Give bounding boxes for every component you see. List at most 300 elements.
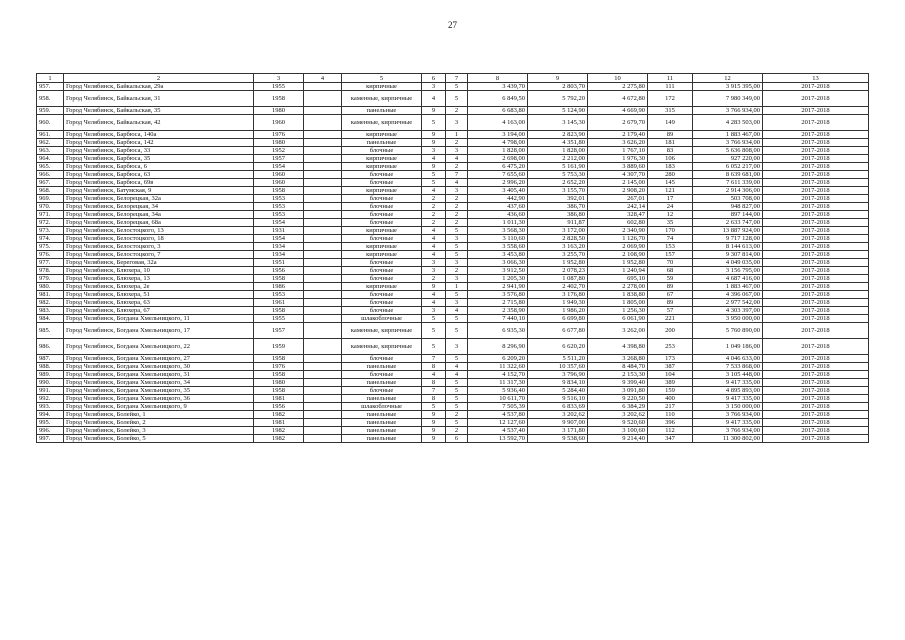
cell-floors: 8 [422, 363, 446, 371]
table-row [37, 283, 869, 291]
cell-wall-material: блочные [342, 291, 422, 299]
cell-total-area: 4 537,80 [468, 411, 528, 419]
cell-row-number: 974. [37, 235, 64, 243]
table-row [37, 267, 869, 275]
cell-residential-area: 2 652,20 [528, 179, 588, 187]
cell-entrances: 4 [446, 307, 468, 315]
cell-residents: 159 [648, 387, 693, 395]
cell-residential-area: 9 907,00 [528, 419, 588, 427]
cell-repair-period: 2017-2018 [763, 179, 869, 187]
cell-repair-cost: 8 144 613,00 [693, 243, 763, 251]
cell-total-area: 3 558,60 [468, 243, 528, 251]
header-col-4: 4 [304, 74, 342, 83]
cell-row-number: 976. [37, 251, 64, 259]
cell-repair-cost: 4 396 067,00 [693, 291, 763, 299]
cell-col-4 [304, 179, 342, 187]
cell-total-area: 5 936,40 [468, 387, 528, 395]
cell-private-area: 267,01 [588, 195, 648, 203]
cell-entrances: 1 [446, 283, 468, 291]
cell-entrances: 2 [446, 427, 468, 435]
header-col-3: 3 [254, 74, 304, 83]
table-row [37, 227, 869, 235]
cell-repair-cost: 6 052 217,00 [693, 163, 763, 171]
table-row [37, 211, 869, 219]
cell-repair-period: 2017-2018 [763, 155, 869, 163]
cell-total-area: 12 127,60 [468, 419, 528, 427]
cell-floors: 4 [422, 235, 446, 243]
cell-residential-area: 3 171,80 [528, 427, 588, 435]
cell-wall-material: шлакоблочные [342, 315, 422, 323]
cell-col-4 [304, 251, 342, 259]
cell-total-area: 10 611,70 [468, 395, 528, 403]
cell-entrances: 4 [446, 179, 468, 187]
table-row [37, 363, 869, 371]
header-col-2: 2 [64, 74, 254, 83]
cell-total-area: 6 849,50 [468, 91, 528, 107]
cell-col-4 [304, 267, 342, 275]
cell-residential-area: 3 176,80 [528, 291, 588, 299]
cell-private-area: 1 976,30 [588, 155, 648, 163]
cell-repair-period: 2017-2018 [763, 371, 869, 379]
cell-entrances: 5 [446, 227, 468, 235]
cell-col-4 [304, 139, 342, 147]
cell-wall-material: панельные [342, 107, 422, 115]
cell-row-number: 958. [37, 91, 64, 107]
cell-floors: 9 [422, 419, 446, 427]
cell-residents: 181 [648, 139, 693, 147]
cell-repair-period: 2017-2018 [763, 243, 869, 251]
cell-repair-cost: 5 760 890,00 [693, 323, 763, 339]
cell-year-built: 1958 [254, 275, 304, 283]
cell-floors: 9 [422, 435, 446, 443]
cell-floors: 5 [422, 403, 446, 411]
cell-residents: 280 [648, 171, 693, 179]
cell-year-built: 1958 [254, 387, 304, 395]
table-row [37, 427, 869, 435]
cell-private-area: 2 179,40 [588, 131, 648, 139]
cell-entrances: 7 [446, 171, 468, 179]
cell-row-number: 964. [37, 155, 64, 163]
cell-total-area: 3 453,80 [468, 251, 528, 259]
cell-total-area: 3 110,60 [468, 235, 528, 243]
cell-entrances: 4 [446, 155, 468, 163]
cell-wall-material: блочные [342, 219, 422, 227]
table-row [37, 403, 869, 411]
table-row [37, 299, 869, 307]
cell-row-number: 991. [37, 387, 64, 395]
cell-repair-cost: 2 633 747,00 [693, 219, 763, 227]
cell-repair-cost: 3 915 395,00 [693, 83, 763, 91]
cell-year-built: 1961 [254, 299, 304, 307]
table-row [37, 195, 869, 203]
cell-repair-period: 2017-2018 [763, 227, 869, 235]
table-row [37, 339, 869, 355]
cell-floors: 4 [422, 291, 446, 299]
cell-address: Город Челябинск, Белорецкая, 34 [64, 203, 254, 211]
cell-repair-cost: 8 639 681,00 [693, 171, 763, 179]
cell-residential-area: 5 792,20 [528, 91, 588, 107]
cell-row-number: 985. [37, 323, 64, 339]
cell-total-area: 6 683,80 [468, 107, 528, 115]
cell-residents: 121 [648, 187, 693, 195]
cell-year-built: 1980 [254, 139, 304, 147]
cell-repair-period: 2017-2018 [763, 411, 869, 419]
cell-repair-period: 2017-2018 [763, 267, 869, 275]
cell-row-number: 962. [37, 139, 64, 147]
cell-address: Город Челябинск, Белостоцкого, 7 [64, 251, 254, 259]
cell-private-area: 2 275,80 [588, 83, 648, 91]
cell-entrances: 2 [446, 219, 468, 227]
cell-repair-cost: 4 303 397,00 [693, 307, 763, 315]
cell-residential-area: 6 677,80 [528, 323, 588, 339]
cell-floors: 2 [422, 211, 446, 219]
cell-total-area: 4 163,00 [468, 115, 528, 131]
table-row [37, 291, 869, 299]
cell-col-4 [304, 363, 342, 371]
cell-residential-area: 5 124,90 [528, 107, 588, 115]
cell-year-built: 1982 [254, 411, 304, 419]
cell-private-area: 2 069,90 [588, 243, 648, 251]
cell-residential-area: 3 163,20 [528, 243, 588, 251]
cell-private-area: 3 626,20 [588, 139, 648, 147]
cell-col-4 [304, 107, 342, 115]
cell-total-area: 1 205,30 [468, 275, 528, 283]
table-row [37, 91, 869, 107]
cell-repair-cost: 897 144,00 [693, 211, 763, 219]
cell-row-number: 989. [37, 371, 64, 379]
cell-residential-area: 2 078,23 [528, 267, 588, 275]
cell-year-built: 1976 [254, 131, 304, 139]
cell-row-number: 957. [37, 83, 64, 91]
cell-repair-period: 2017-2018 [763, 435, 869, 443]
cell-total-area: 6 475,20 [468, 163, 528, 171]
header-col-9: 9 [528, 74, 588, 83]
cell-residential-area: 6 699,80 [528, 315, 588, 323]
table-row [37, 307, 869, 315]
cell-repair-cost: 7 533 868,00 [693, 363, 763, 371]
cell-residential-area: 386,70 [528, 203, 588, 211]
cell-address: Город Челябинск, Блюхера, 13 [64, 275, 254, 283]
cell-total-area: 437,60 [468, 203, 528, 211]
cell-entrances: 3 [446, 275, 468, 283]
header-col-10: 10 [588, 74, 648, 83]
housing-register-table [36, 73, 869, 443]
cell-residents: 183 [648, 163, 693, 171]
cell-residents: 89 [648, 299, 693, 307]
cell-row-number: 966. [37, 171, 64, 179]
cell-repair-period: 2017-2018 [763, 355, 869, 363]
cell-residents: 173 [648, 355, 693, 363]
column-number-row [37, 74, 869, 83]
table-row [37, 147, 869, 155]
cell-private-area: 8 484,70 [588, 363, 648, 371]
cell-total-area: 1 828,00 [468, 147, 528, 155]
cell-col-4 [304, 411, 342, 419]
cell-residents: 74 [648, 235, 693, 243]
cell-repair-period: 2017-2018 [763, 91, 869, 107]
cell-repair-period: 2017-2018 [763, 299, 869, 307]
cell-repair-cost: 7 611 339,00 [693, 179, 763, 187]
cell-total-area: 8 296,90 [468, 339, 528, 355]
cell-private-area: 1 805,00 [588, 299, 648, 307]
cell-col-4 [304, 163, 342, 171]
cell-wall-material: панельные [342, 363, 422, 371]
cell-total-area: 11 322,60 [468, 363, 528, 371]
cell-residential-area: 392,01 [528, 195, 588, 203]
cell-repair-cost: 3 766 934,00 [693, 139, 763, 147]
cell-repair-period: 2017-2018 [763, 419, 869, 427]
cell-wall-material: кирпичные [342, 83, 422, 91]
cell-residents: 253 [648, 339, 693, 355]
cell-wall-material: кирпичные [342, 227, 422, 235]
cell-repair-period: 2017-2018 [763, 275, 869, 283]
cell-row-number: 968. [37, 187, 64, 195]
cell-floors: 9 [422, 131, 446, 139]
cell-residents: 104 [648, 371, 693, 379]
cell-repair-cost: 4 049 035,00 [693, 259, 763, 267]
cell-repair-cost: 3 150 000,00 [693, 403, 763, 411]
cell-year-built: 1959 [254, 339, 304, 355]
cell-col-4 [304, 427, 342, 435]
cell-year-built: 1953 [254, 203, 304, 211]
cell-residential-area: 1 986,20 [528, 307, 588, 315]
cell-wall-material: блочные [342, 267, 422, 275]
cell-wall-material: блочные [342, 147, 422, 155]
cell-repair-cost: 3 105 448,00 [693, 371, 763, 379]
cell-wall-material: блочные [342, 355, 422, 363]
cell-row-number: 972. [37, 219, 64, 227]
cell-entrances: 5 [446, 91, 468, 107]
cell-total-area: 3 194,00 [468, 131, 528, 139]
cell-floors: 4 [422, 243, 446, 251]
cell-total-area: 7 440,10 [468, 315, 528, 323]
cell-entrances: 4 [446, 363, 468, 371]
cell-private-area: 4 307,70 [588, 171, 648, 179]
cell-residential-area: 911,87 [528, 219, 588, 227]
cell-wall-material: кирпичные [342, 251, 422, 259]
cell-entrances: 5 [446, 395, 468, 403]
cell-private-area: 2 153,30 [588, 371, 648, 379]
cell-col-4 [304, 211, 342, 219]
cell-year-built: 1958 [254, 355, 304, 363]
cell-total-area: 2 715,80 [468, 299, 528, 307]
cell-private-area: 2 278,00 [588, 283, 648, 291]
cell-private-area: 328,47 [588, 211, 648, 219]
cell-address: Город Челябинск, Барбюса, 63 [64, 171, 254, 179]
cell-row-number: 963. [37, 147, 64, 155]
cell-wall-material: каменные, кирпичные [342, 115, 422, 131]
cell-floors: 4 [422, 371, 446, 379]
cell-col-4 [304, 379, 342, 387]
cell-repair-period: 2017-2018 [763, 387, 869, 395]
cell-address: Город Челябинск, Белостоцкого, 3 [64, 243, 254, 251]
cell-entrances: 2 [446, 267, 468, 275]
cell-wall-material: блочные [342, 203, 422, 211]
cell-address: Город Челябинск, Байкальская, 29а [64, 83, 254, 91]
cell-address: Город Челябинск, Барбюса, 69в [64, 179, 254, 187]
cell-private-area: 2 145,00 [588, 179, 648, 187]
cell-year-built: 1958 [254, 371, 304, 379]
cell-private-area: 9 214,40 [588, 435, 648, 443]
cell-private-area: 3 268,80 [588, 355, 648, 363]
cell-private-area: 9 399,40 [588, 379, 648, 387]
header-col-6: 6 [422, 74, 446, 83]
table-body [37, 83, 869, 443]
cell-address: Город Челябинск, Барбюса, 35 [64, 155, 254, 163]
cell-repair-cost: 2 977 542,00 [693, 299, 763, 307]
cell-residents: 396 [648, 419, 693, 427]
cell-row-number: 970. [37, 203, 64, 211]
cell-total-area: 4 152,70 [468, 371, 528, 379]
cell-private-area: 9 520,60 [588, 419, 648, 427]
cell-entrances: 5 [446, 355, 468, 363]
table-row [37, 251, 869, 259]
cell-private-area: 3 091,80 [588, 387, 648, 395]
cell-year-built: 1958 [254, 187, 304, 195]
cell-total-area: 2 996,20 [468, 179, 528, 187]
cell-repair-period: 2017-2018 [763, 403, 869, 411]
cell-row-number: 961. [37, 131, 64, 139]
table-row [37, 235, 869, 243]
header-col-1: 1 [37, 74, 64, 83]
cell-wall-material: панельные [342, 139, 422, 147]
cell-repair-period: 2017-2018 [763, 235, 869, 243]
cell-entrances: 2 [446, 107, 468, 115]
table-row [37, 131, 869, 139]
cell-total-area: 11 317,30 [468, 379, 528, 387]
cell-floors: 9 [422, 107, 446, 115]
cell-private-area: 6 384,29 [588, 403, 648, 411]
cell-col-4 [304, 243, 342, 251]
cell-col-4 [304, 315, 342, 323]
cell-residents: 35 [648, 219, 693, 227]
cell-year-built: 1957 [254, 155, 304, 163]
cell-floors: 7 [422, 387, 446, 395]
cell-residents: 153 [648, 243, 693, 251]
cell-residents: 12 [648, 211, 693, 219]
header-col-11: 11 [648, 74, 693, 83]
cell-repair-cost: 1 883 467,00 [693, 283, 763, 291]
cell-entrances: 5 [446, 379, 468, 387]
cell-private-area: 2 908,20 [588, 187, 648, 195]
cell-residential-area: 9 538,60 [528, 435, 588, 443]
cell-address: Город Челябинск, Блюхера, 51 [64, 291, 254, 299]
cell-wall-material: кирпичные [342, 131, 422, 139]
cell-repair-period: 2017-2018 [763, 283, 869, 291]
cell-row-number: 981. [37, 291, 64, 299]
cell-row-number: 987. [37, 355, 64, 363]
cell-repair-cost: 11 300 802,00 [693, 435, 763, 443]
cell-repair-cost: 9 417 335,00 [693, 419, 763, 427]
cell-floors: 3 [422, 83, 446, 91]
cell-row-number: 995. [37, 419, 64, 427]
cell-private-area: 1 952,80 [588, 259, 648, 267]
cell-address: Город Челябинск, Богдана Хмельницкого, 11 [64, 315, 254, 323]
cell-col-4 [304, 195, 342, 203]
cell-repair-cost: 4 046 633,00 [693, 355, 763, 363]
cell-floors: 3 [422, 267, 446, 275]
table-row [37, 395, 869, 403]
cell-col-4 [304, 147, 342, 155]
cell-private-area: 1 767,10 [588, 147, 648, 155]
cell-wall-material: блочные [342, 195, 422, 203]
cell-row-number: 986. [37, 339, 64, 355]
cell-address: Город Челябинск, Болейко, 3 [64, 427, 254, 435]
cell-residential-area: 2 803,70 [528, 83, 588, 91]
cell-row-number: 988. [37, 363, 64, 371]
cell-repair-cost: 9 717 128,00 [693, 235, 763, 243]
cell-wall-material: панельные [342, 419, 422, 427]
cell-residents: 200 [648, 323, 693, 339]
cell-row-number: 965. [37, 163, 64, 171]
cell-residential-area: 4 351,80 [528, 139, 588, 147]
cell-total-area: 1 011,30 [468, 219, 528, 227]
table-row [37, 115, 869, 131]
cell-residents: 68 [648, 267, 693, 275]
cell-residential-area: 1 828,00 [528, 147, 588, 155]
cell-wall-material: кирпичные [342, 283, 422, 291]
cell-private-area: 1 240,94 [588, 267, 648, 275]
cell-wall-material: блочные [342, 275, 422, 283]
cell-year-built: 1976 [254, 363, 304, 371]
header-col-7: 7 [446, 74, 468, 83]
cell-repair-period: 2017-2018 [763, 379, 869, 387]
cell-address: Город Челябинск, Батумская, 9 [64, 187, 254, 195]
cell-wall-material: каменные, кирпичные [342, 91, 422, 107]
cell-residential-area: 10 357,60 [528, 363, 588, 371]
cell-repair-period: 2017-2018 [763, 339, 869, 355]
cell-floors: 4 [422, 187, 446, 195]
cell-total-area: 442,90 [468, 195, 528, 203]
cell-wall-material: панельные [342, 435, 422, 443]
cell-floors: 4 [422, 91, 446, 107]
cell-year-built: 1958 [254, 307, 304, 315]
cell-year-built: 1953 [254, 195, 304, 203]
table-row [37, 419, 869, 427]
cell-total-area: 7 655,60 [468, 171, 528, 179]
cell-wall-material: панельные [342, 427, 422, 435]
cell-year-built: 1956 [254, 403, 304, 411]
cell-entrances: 2 [446, 139, 468, 147]
cell-residents: 387 [648, 363, 693, 371]
cell-wall-material: панельные [342, 395, 422, 403]
cell-floors: 3 [422, 147, 446, 155]
cell-total-area: 7 505,39 [468, 403, 528, 411]
cell-year-built: 1958 [254, 91, 304, 107]
table-row [37, 259, 869, 267]
cell-residential-area: 3 155,70 [528, 187, 588, 195]
cell-total-area: 6 935,30 [468, 323, 528, 339]
cell-private-area: 6 061,90 [588, 315, 648, 323]
table-row [37, 243, 869, 251]
cell-floors: 9 [422, 163, 446, 171]
cell-address: Город Челябинск, Богдана Хмельницкого, 34 [64, 379, 254, 387]
cell-repair-cost: 13 887 924,00 [693, 227, 763, 235]
cell-repair-cost: 3 766 934,00 [693, 411, 763, 419]
cell-address: Город Челябинск, Блюхера, 63 [64, 299, 254, 307]
cell-private-area: 9 220,50 [588, 395, 648, 403]
cell-wall-material: панельные [342, 411, 422, 419]
cell-address: Город Челябинск, Богдана Хмельницкого, 30 [64, 363, 254, 371]
cell-residents: 89 [648, 283, 693, 291]
cell-col-4 [304, 307, 342, 315]
cell-repair-cost: 3 766 934,00 [693, 107, 763, 115]
cell-year-built: 1960 [254, 115, 304, 131]
cell-wall-material: блочные [342, 299, 422, 307]
cell-address: Город Челябинск, Блюхера, 67 [64, 307, 254, 315]
cell-address: Город Челябинск, Байкальская, 42 [64, 115, 254, 131]
cell-col-4 [304, 203, 342, 211]
